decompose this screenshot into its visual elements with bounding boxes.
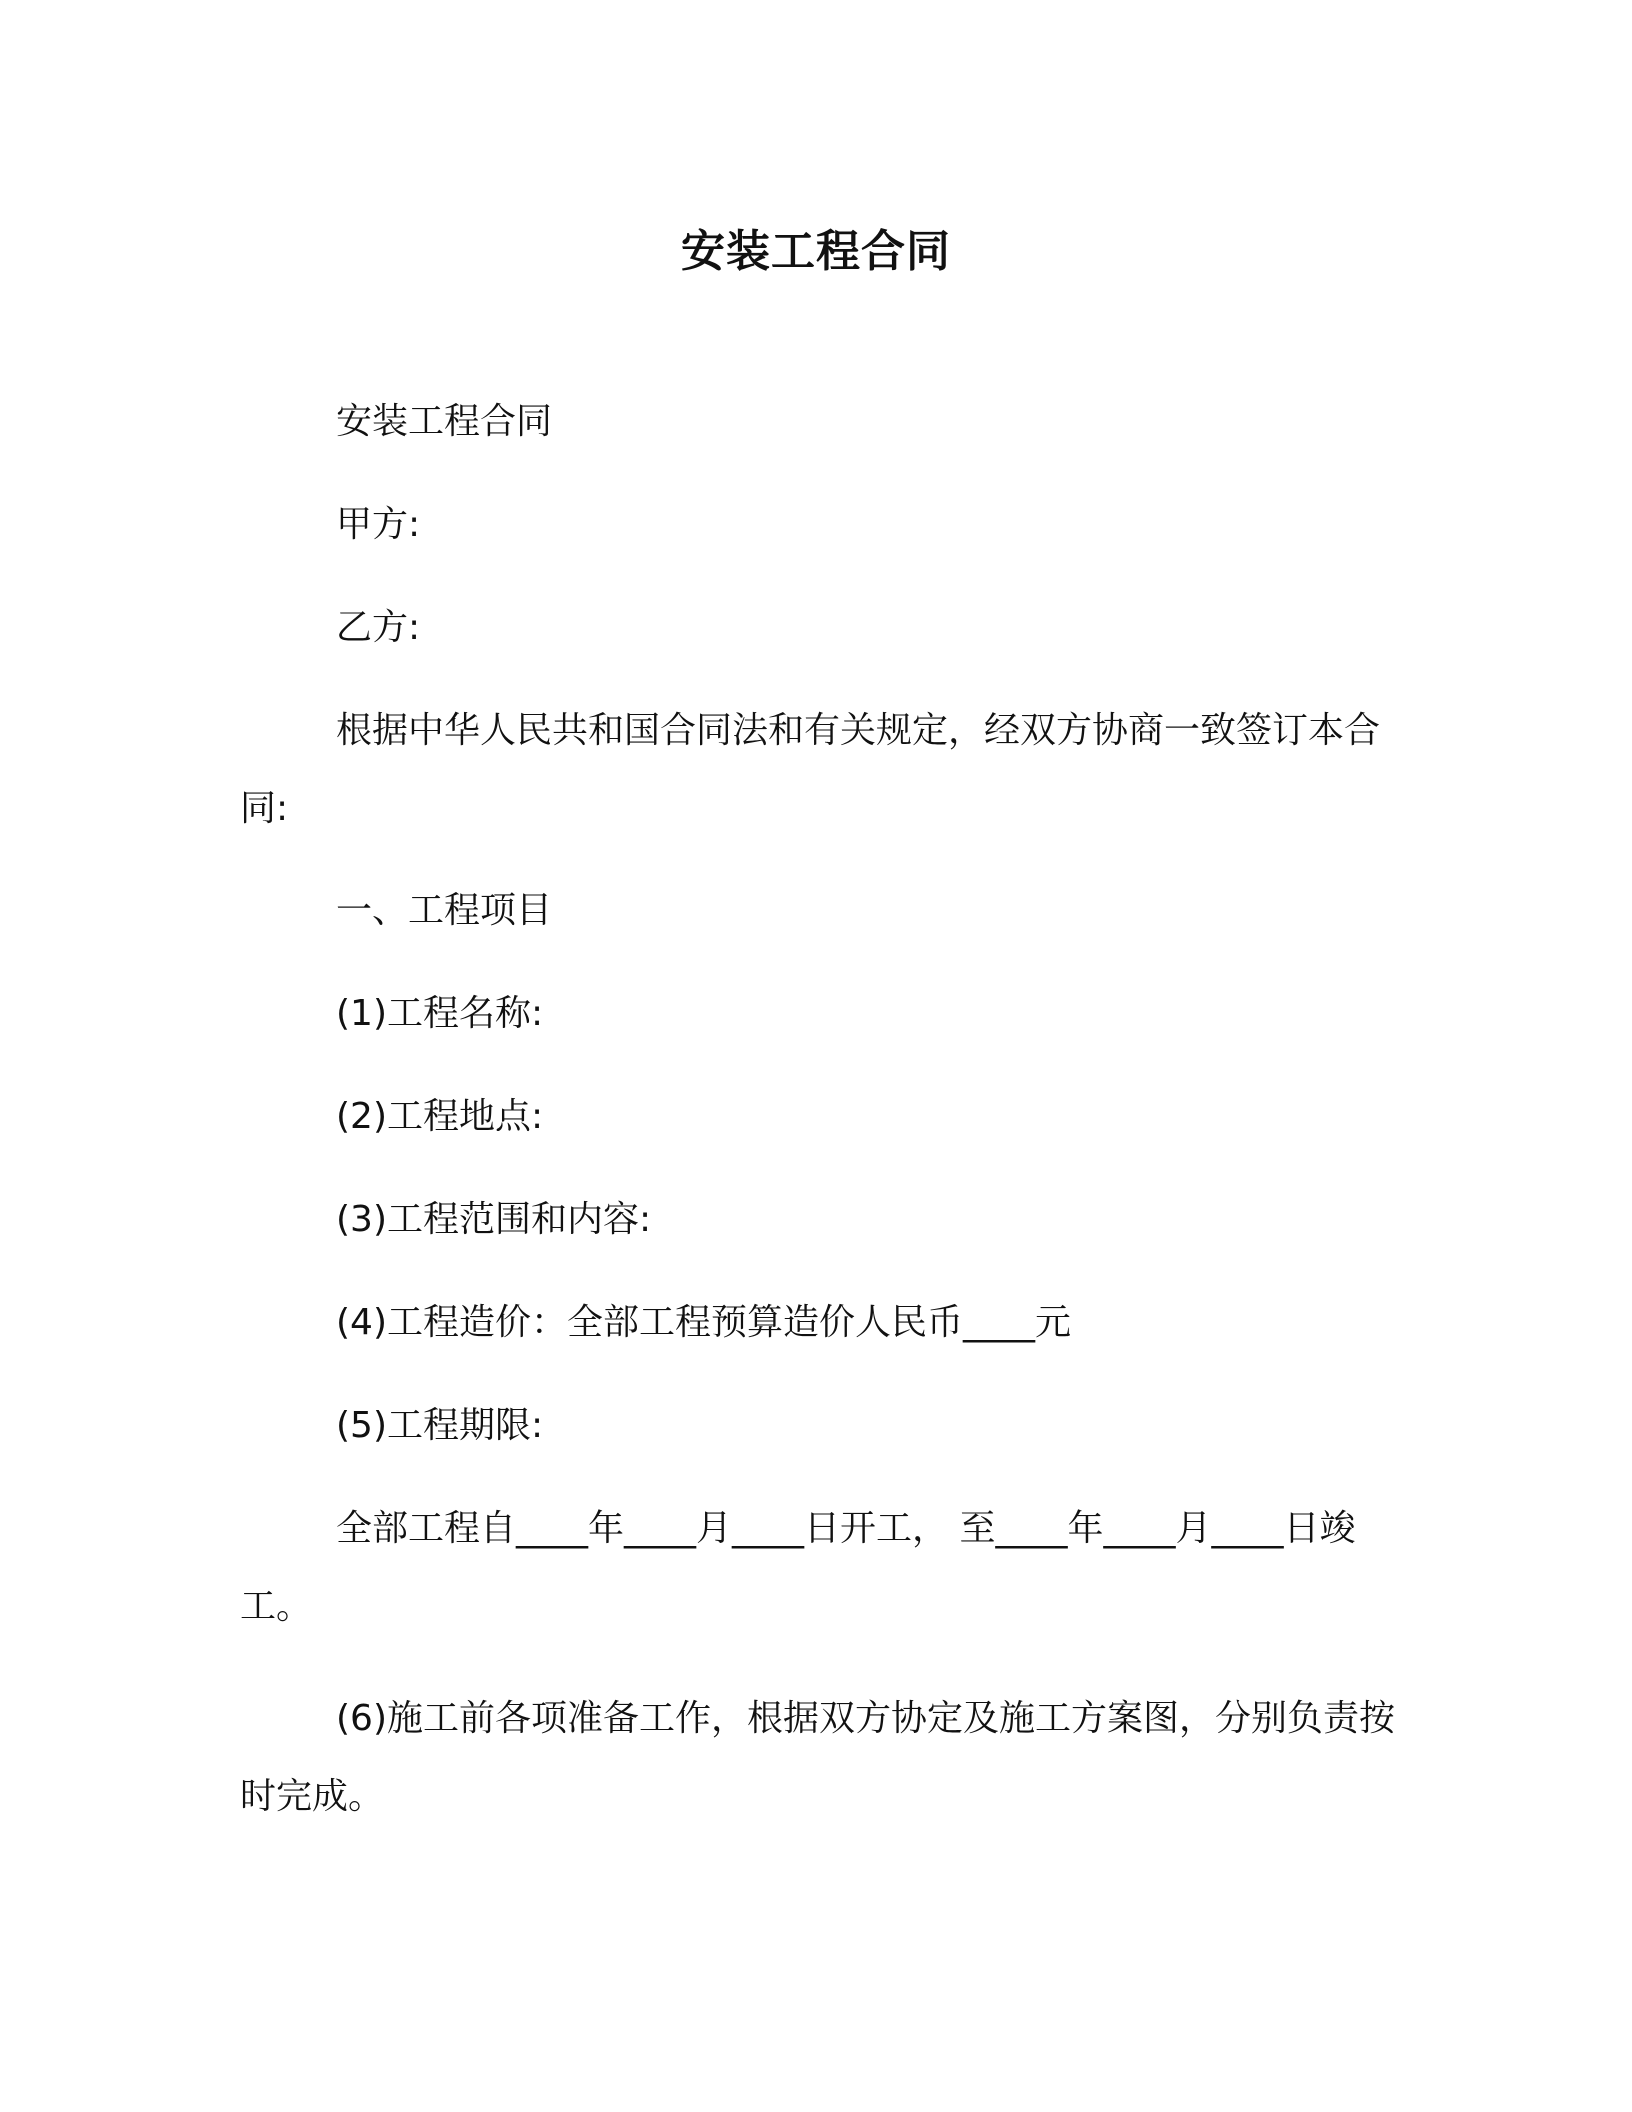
contract-subtitle: 安装工程合同 <box>336 401 553 442</box>
item-project-location: (2)工程地点: <box>336 1096 544 1137</box>
section-heading-project: 一、工程项目 <box>336 890 553 931</box>
item-project-cost: (4)工程造价：全部工程预算造价人民币____元 <box>336 1302 1071 1343</box>
item-project-period: (5)工程期限: <box>336 1405 544 1446</box>
item-project-scope: (3)工程范围和内容: <box>336 1199 652 1240</box>
item-project-name: (1)工程名称: <box>336 993 544 1034</box>
party-a-label: 甲方: <box>336 504 421 545</box>
schedule-paragraph: 全部工程自____年____月____日开工， 至____年____月____日竣 工。 <box>240 1508 1356 1627</box>
preamble-paragraph: 根据中华人民共和国合同法和有关规定，经双方协商一致签订本合同: <box>240 710 1381 829</box>
party-b-label: 乙方: <box>336 607 421 648</box>
document-title: 安装工程合同 <box>681 226 951 277</box>
item-preparation-paragraph: (6)施工前各项准备工作，根据双方协定及施工方案图，分别负责按时完成。 <box>240 1698 1395 1817</box>
